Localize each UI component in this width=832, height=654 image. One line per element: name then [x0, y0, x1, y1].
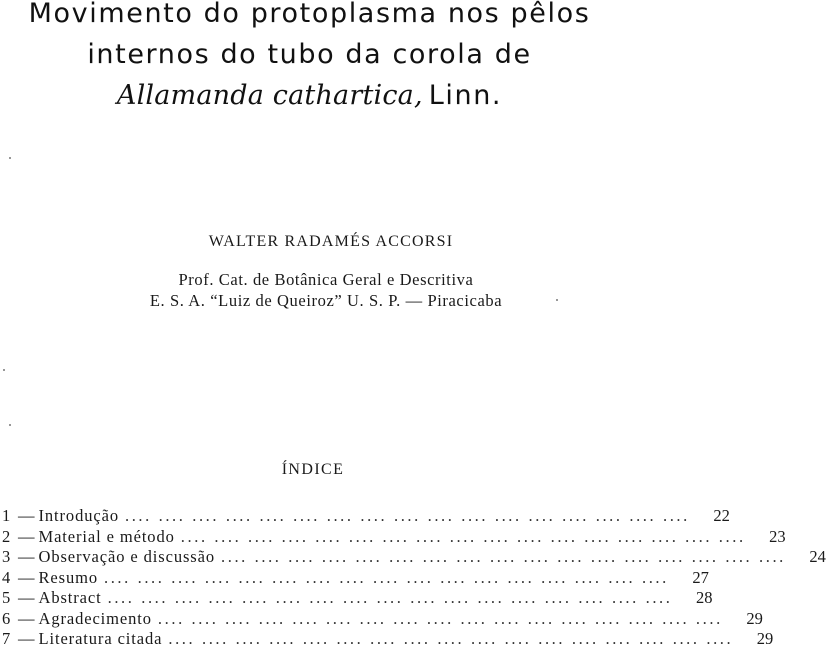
toc-entry: [2, 526, 786, 548]
toc-entry-number: 2: [2, 526, 11, 546]
toc-entry: [2, 547, 826, 568]
toc-entry-dash: —: [18, 588, 35, 607]
toc-entry-label: Observação e discussão: [38, 547, 215, 566]
toc-entry-number: 4: [2, 567, 11, 587]
author-affiliation-line-1: Prof. Cat. de Botânica Geral e Descritiva: [178, 270, 474, 289]
toc-entry-page: 27: [692, 567, 709, 587]
scan-speck: [9, 424, 11, 426]
toc-entry: [2, 506, 730, 527]
toc-entry-label: Abstract: [38, 588, 102, 607]
table-of-contents: [2, 506, 826, 650]
toc-entry-page: 24: [809, 547, 826, 566]
toc-entry: [2, 608, 763, 630]
toc-entry-page: 28: [696, 588, 713, 607]
toc-entry-page: 23: [769, 526, 786, 546]
toc-entry-page: 29: [756, 629, 774, 648]
author-affiliation-line-2: E. S. A. “Luiz de Queiroz” U. S. P. — Piracicaba: [149, 291, 503, 310]
toc-entry-leader: .... .... .... .... .... .... .... .... .... .... .... .... .... .... .... .... ....: [168, 629, 734, 648]
toc-entry-dash: —: [18, 608, 35, 628]
toc-entry-dash: —: [18, 567, 35, 587]
toc-entry-dash: —: [18, 506, 35, 525]
toc-entry-page: 22: [713, 506, 730, 525]
species-name: Allamanda cathartica,: [116, 80, 423, 111]
toc-entry-label: Introdução: [38, 506, 119, 525]
toc-entry: [2, 588, 713, 609]
toc-entry-leader: .... .... .... .... .... .... .... .... .... .... .... .... .... .... .... .... ....: [103, 567, 669, 587]
toc-entry-dash: —: [18, 629, 35, 648]
toc-entry-number: 1: [2, 506, 11, 525]
title-line-2: internos do tubo da corola de: [87, 39, 532, 70]
toc-entry-leader: .... .... .... .... .... .... .... .... .... .... .... .... .... .... .... .... ....: [221, 547, 786, 566]
scan-speck: [3, 369, 5, 371]
article-title: [0, 0, 619, 117]
toc-entry-leader: .... .... .... .... .... .... .... .... .... .... .... .... .... .... .... .... ....: [180, 526, 746, 546]
toc-entry: [2, 567, 709, 589]
toc-entry-label: Resumo: [38, 567, 98, 587]
toc-entry-number: 6: [2, 608, 11, 628]
toc-entry-number: 3: [2, 547, 11, 566]
toc-entry-label: Agradecimento: [38, 608, 152, 628]
title-line-1: Movimento do protoplasma nos pêlos: [28, 0, 591, 29]
toc-entry-leader: .... .... .... .... .... .... .... .... .... .... .... .... .... .... .... .... ....: [124, 506, 690, 525]
toc-entry-leader: .... .... .... .... .... .... .... .... .... .... .... .... .... .... .... .... ....: [107, 588, 673, 607]
species-authority: Linn.: [428, 80, 503, 111]
author-name: WALTER RADAMÉS ACCORSI: [208, 233, 454, 250]
toc-entry-dash: —: [18, 547, 35, 566]
toc-entry-page: 29: [746, 608, 763, 628]
toc-entry-dash: —: [18, 526, 35, 546]
toc-entry-label: Material e método: [38, 526, 175, 546]
scan-speck: [556, 299, 558, 301]
title-line-3: [0, 75, 619, 117]
toc-entry-number: 7: [2, 629, 11, 648]
toc-entry-label: Literatura citada: [38, 629, 163, 648]
scan-speck: [9, 157, 11, 159]
toc-entry: [2, 629, 774, 650]
index-heading: ÍNDICE: [281, 461, 345, 478]
toc-entry-number: 5: [2, 588, 11, 607]
toc-entry-leader: .... .... .... .... .... .... .... .... .... .... .... .... .... .... .... .... ....: [157, 608, 723, 628]
